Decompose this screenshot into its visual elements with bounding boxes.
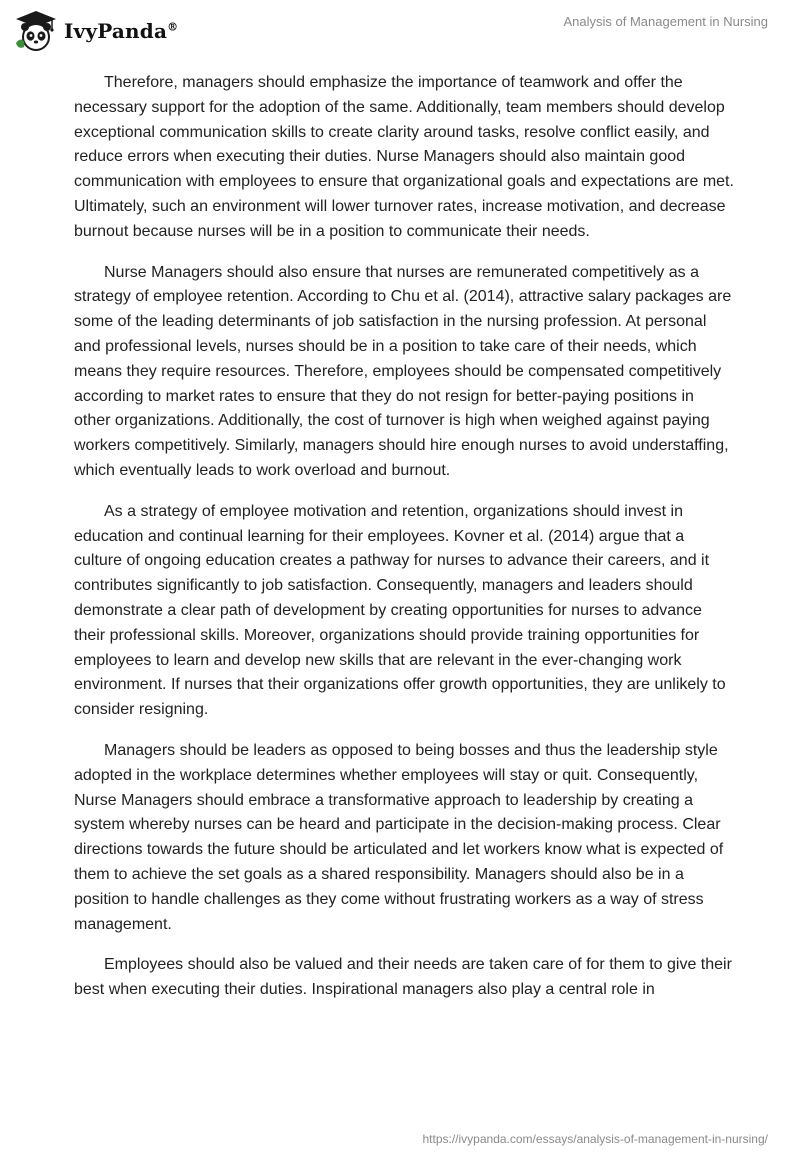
paragraph: Therefore, managers should emphasize the importance of teamwork and offer the necessary support for the adoption of the same. Additionally, team members should develop exceptional communication skills to create clarity around tasks, resolve conflict easily, and reduce errors when executing their duties. Nurse Managers should also maintain good communication with employees to ensure that organizational goals and expectations are met. Ultimately, such an environment will lower turnover rates, increase motivation, and decrease burnout because nurses will be in a position to communicate their needs. bbox=[74, 74, 734, 240]
brand-name: IvyPanda® bbox=[64, 19, 179, 43]
essay-body bbox=[74, 71, 734, 1019]
document-title: Analysis of Management in Nursing bbox=[563, 14, 768, 29]
paragraph: Nurse Managers should also ensure that nurses are remunerated competitively as a strategy of employee retention. According to Chu et al. (2014), attractive salary packages are some of the leading determinants of job satisfaction in the nursing profession. At personal and professional levels, nurses should be in a position to take care of their needs, which means they require resources. Therefore, employees should be compensated competitively according to market rates to ensure that they do not resign for better-paying positions in other organizations. Additionally, the cost of turnover is high when weighed against paying workers competitively. Similarly, managers should hire enough nurses to avoid understaffing, which eventually leads to work overload and burnout. bbox=[74, 263, 732, 479]
page-header bbox=[0, 0, 800, 60]
brand-logo[interactable] bbox=[14, 8, 178, 54]
paragraph: Employees should also be valued and their needs are taken care of for them to give their best when executing their duties. Inspirational managers also play a central role in bbox=[74, 956, 732, 999]
panda-graduate-icon bbox=[14, 9, 58, 53]
paragraph: As a strategy of employee motivation and retention, organizations should invest in education and continual learning for their employees. Kovner et al. (2014) argue that a culture of ongoing education creates a pathway for nurses to advance their careers, and it contributes significantly to job satisfaction. Consequently, managers and leaders should demonstrate a clear path of development by creating opportunities for nurses to advance their professional skills. Moreover, organizations should provide training opportunities for employees to learn and develop new skills that are relevant in the ever-changing work environment. If nurses that their organizations offer growth opportunities, they are unlikely to consider resigning. bbox=[74, 502, 726, 719]
source-url-link[interactable]: https://ivypanda.com/essays/analysis-of-management-in-nursing/ bbox=[422, 1132, 768, 1146]
paragraph: Managers should be leaders as opposed to being bosses and thus the leadership style adopted in the workplace determines whether employees will stay or quit. Consequently, Nurse Managers should embrace a transformative approach to leadership by creating a system whereby nurses can be heard and participate in the decision-making process. Clear directions towards the future should be articulated and let workers know what is expected of them to achieve the set goals as a shared responsibility. Managers should also be in a position to handle challenges as they come without frustrating workers as a way of stress management. bbox=[74, 741, 724, 933]
